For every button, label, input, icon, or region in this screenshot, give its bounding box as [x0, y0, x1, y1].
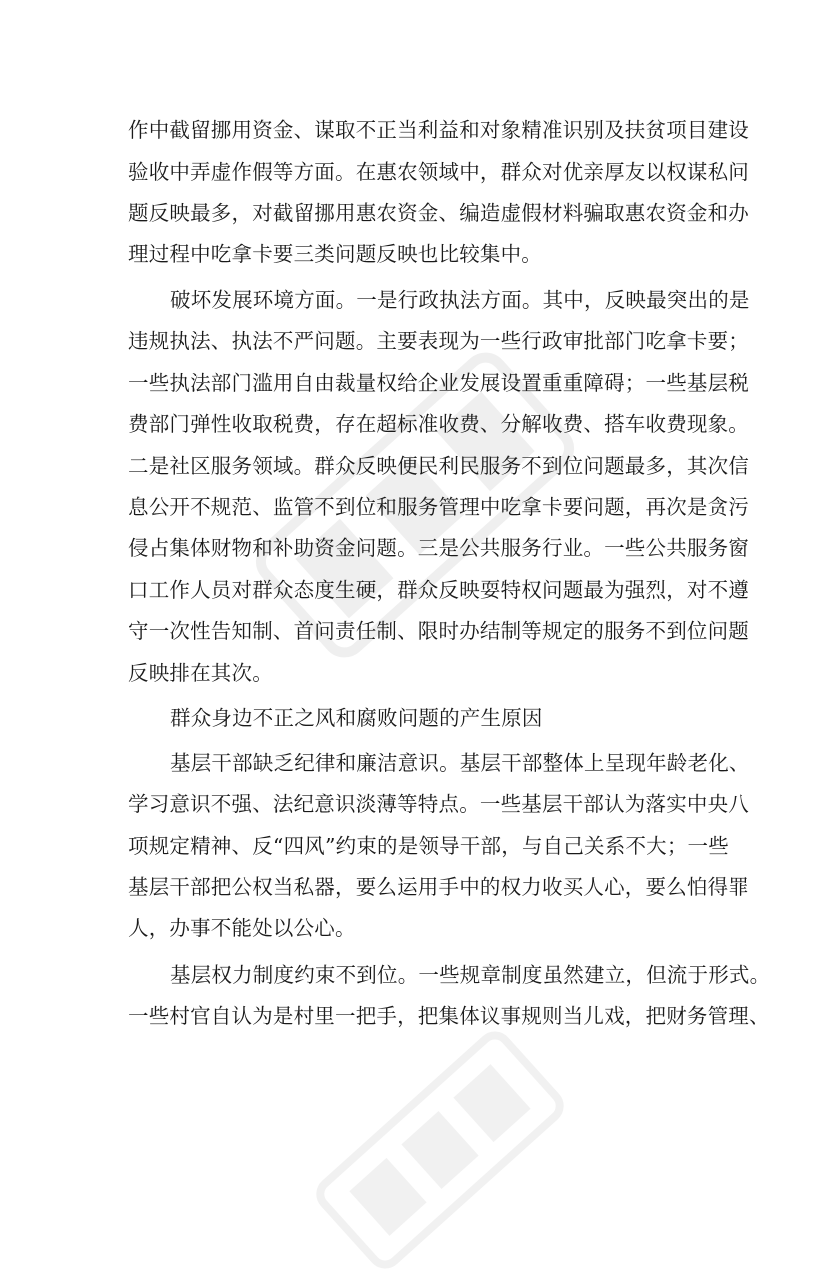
- body-text-line: 一些执法部门滥用自由裁量权给企业发展设置重重障碍；一些基层税: [128, 371, 749, 395]
- body-text-line: 理过程中吃拿卡要三类问题反映也比较集中。: [128, 242, 542, 266]
- body-text-line: 作中截留挪用资金、谋取不正当利益和对象精准识别及扶贫项目建设: [128, 118, 749, 142]
- body-text-line: 守一次性告知制、首问责任制、限时办结制等规定的服务不到位问题: [128, 619, 749, 643]
- paragraph-first-line: 基层干部缺乏纪律和廉洁意识。基层干部整体上呈现年龄老化、: [170, 751, 750, 775]
- body-text-line: 项规定精神、反“四风”约束的是领导干部，与自己关系不大；一些: [128, 834, 729, 858]
- body-text-line: 费部门弹性收取税费，存在超标准收费、分解收费、搭车收费现象。: [128, 412, 749, 436]
- body-text-line: 基层干部把公权当私器，要么运用手中的权力收买人心，要么怕得罪: [128, 875, 749, 899]
- paragraph-first-line: 破坏发展环境方面。一是行政执法方面。其中，反映最突出的是: [170, 288, 750, 312]
- watermark-logo-partial: [303, 1018, 577, 1281]
- body-text-line: 侵占集体财物和补助资金问题。三是公共服务行业。一些公共服务窗: [128, 536, 749, 560]
- section-heading: 群众身边不正之风和腐败问题的产生原因: [170, 706, 543, 730]
- body-text-line: 学习意识不强、法纪意识淡薄等特点。一些基层干部认为落实中央八: [128, 792, 749, 816]
- body-text-line: 题反映最多，对截留挪用惠农资金、编造虚假材料骗取惠农资金和办: [128, 201, 749, 225]
- body-text-line: 违规执法、执法不严问题。主要表现为一些行政审批部门吃拿卡要；: [128, 329, 749, 353]
- body-text-line: 息公开不规范、监管不到位和服务管理中吃拿卡要问题，再次是贪污: [128, 495, 749, 519]
- body-text-line: 验收中弄虚作假等方面。在惠农领域中，群众对优亲厚友以权谋私问: [128, 160, 749, 184]
- body-text-line: 二是社区服务领域。群众反映便民利民服务不到位问题最多，其次信: [128, 454, 749, 478]
- body-text-line: 一些村官自认为是村里一把手，把集体议事规则当儿戏，把财务管理、: [128, 1004, 770, 1028]
- paragraph-first-line: 基层权力制度约束不到位。一些规章制度虽然建立，但流于形式。: [170, 963, 771, 987]
- body-text-line: 人，办事不能处以公心。: [128, 916, 356, 940]
- body-text-line: 口工作人员对群众态度生硬，群众反映耍特权问题最为强烈，对不遵: [128, 578, 749, 602]
- body-text-line: 反映排在其次。: [128, 661, 273, 685]
